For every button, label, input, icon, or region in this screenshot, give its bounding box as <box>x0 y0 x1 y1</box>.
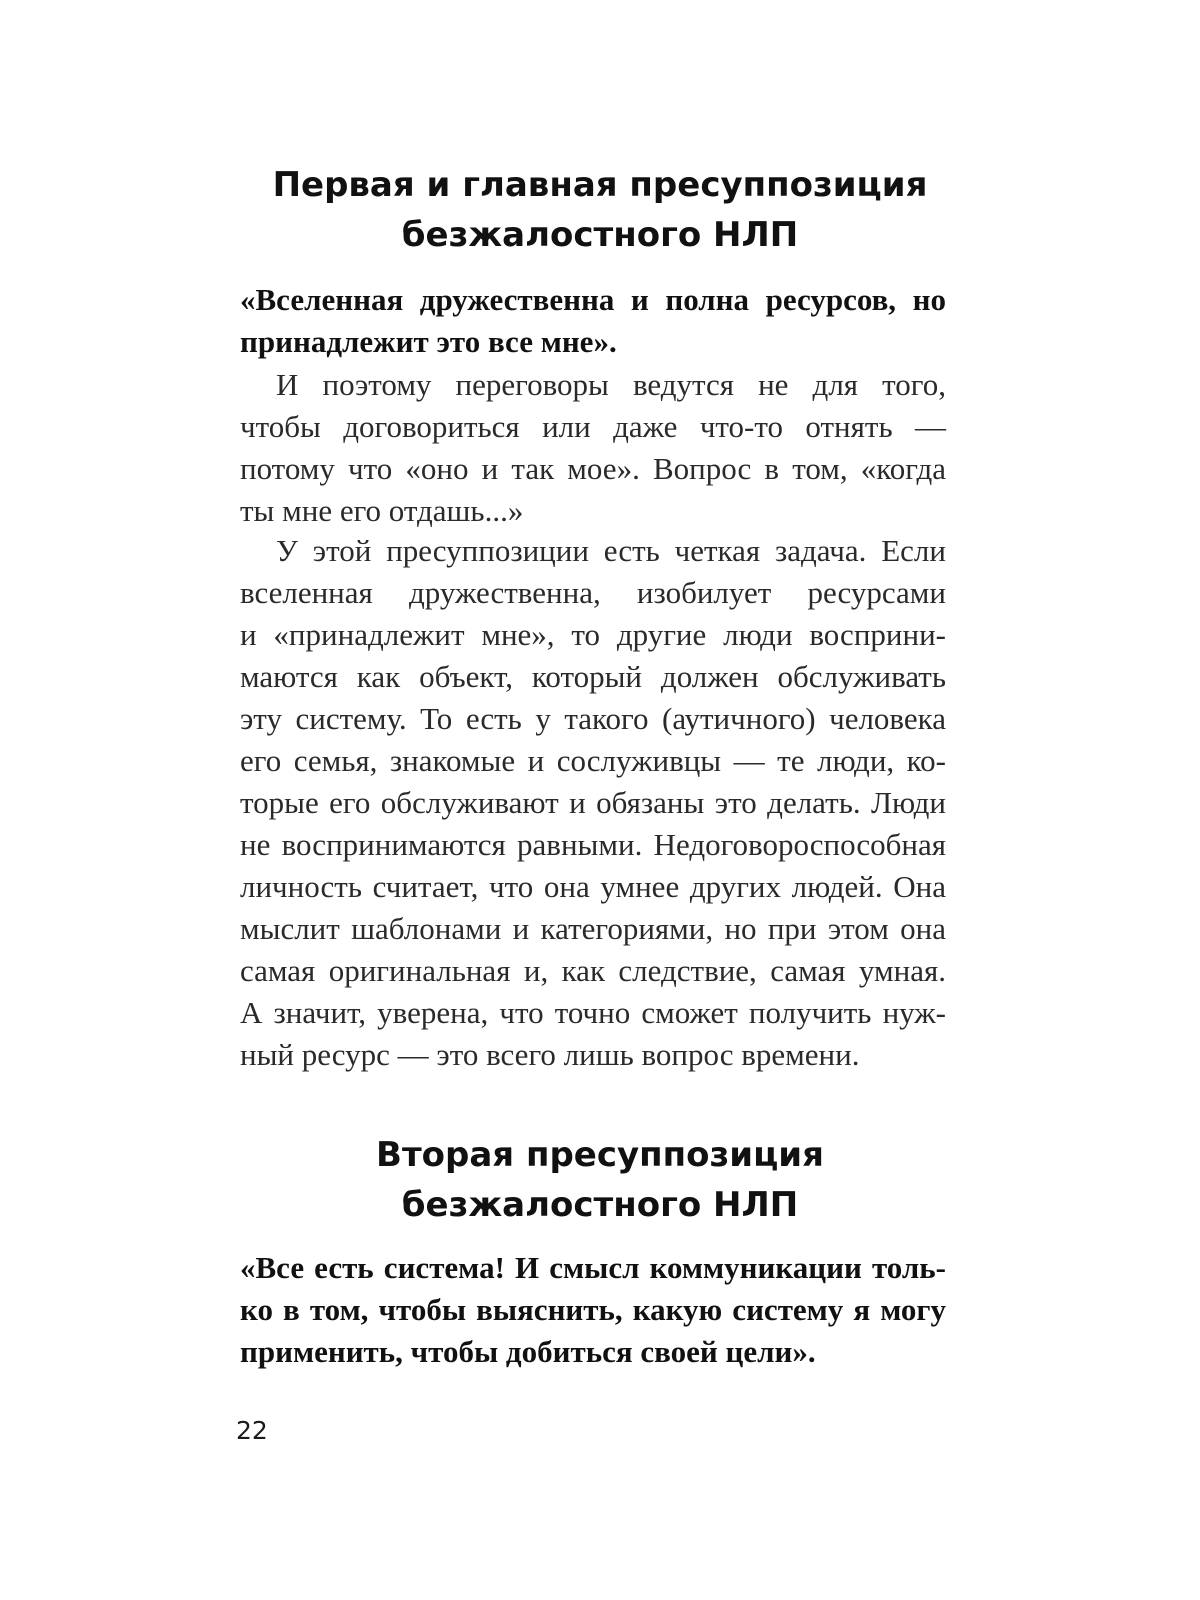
section-1-paragraph-1 <box>240 364 946 532</box>
paragraph-line: самая оригинальная и, как следствие, самая умная. <box>240 953 946 988</box>
quote-line: применить, чтобы добиться своей цели». <box>240 1334 816 1369</box>
paragraph-line: его семья, знакомые и сослуживцы — те люди, ко- <box>240 743 946 778</box>
section-1-heading <box>180 160 1020 260</box>
paragraph-line: не воспринимаются равными. Недоговороспособная <box>240 827 946 862</box>
section-2-quote <box>240 1247 946 1373</box>
paragraph-line: маются как объект, который должен обслуживать <box>240 659 946 694</box>
paragraph-line: мыслит шаблонами и категориями, но при этом она <box>240 911 946 946</box>
heading-line: безжалостного НЛП <box>401 1185 799 1225</box>
paragraph-line: ты мне его отдашь...» <box>240 493 524 528</box>
quote-line: ко в том, чтобы выяснить, какую систему я могу <box>240 1292 946 1327</box>
paragraph-line: торые его обслуживают и обязаны это делать. Люди <box>240 785 946 820</box>
quote-line: «Все есть система! И смысл коммуникации толь- <box>240 1250 946 1285</box>
heading-line: Первая и главная пресуппозиция <box>272 165 928 205</box>
paragraph-line: ный ресурс — это всего лишь вопрос времени. <box>240 1037 860 1072</box>
paragraph-line: А значит, уверена, что точно сможет получить нуж- <box>240 995 946 1030</box>
paragraph-line: вселенная дружественна, изобилует ресурсами <box>240 575 946 610</box>
section-2-heading <box>180 1130 1020 1230</box>
heading-line: Вторая пресуппозиция <box>376 1135 824 1175</box>
heading-line: безжалостного НЛП <box>401 215 799 255</box>
section-1-quote <box>240 279 946 363</box>
section-1-paragraph-2 <box>240 530 946 1076</box>
paragraph-line: эту систему. То есть у такого (аутичного) человека <box>240 701 946 736</box>
quote-line: «Вселенная дружественна и полна ресурсов, но <box>240 282 946 317</box>
paragraph-line: У этой пресуппозиции есть четкая задача. Если <box>276 533 946 568</box>
paragraph-line: И поэтому переговоры ведутся не для того, <box>276 367 946 402</box>
paragraph-line: потому что «оно и так мое». Вопрос в том, «когда <box>240 451 946 486</box>
paragraph-line: и «принадлежит мне», то другие люди восприни- <box>240 617 946 652</box>
quote-line: принадлежит это все мне». <box>240 324 617 359</box>
paragraph-line: личность считает, что она умнее других людей. Она <box>240 869 946 904</box>
page-number: 22 <box>236 1416 268 1445</box>
paragraph-line: чтобы договориться или даже что-то отнять — <box>240 409 946 444</box>
